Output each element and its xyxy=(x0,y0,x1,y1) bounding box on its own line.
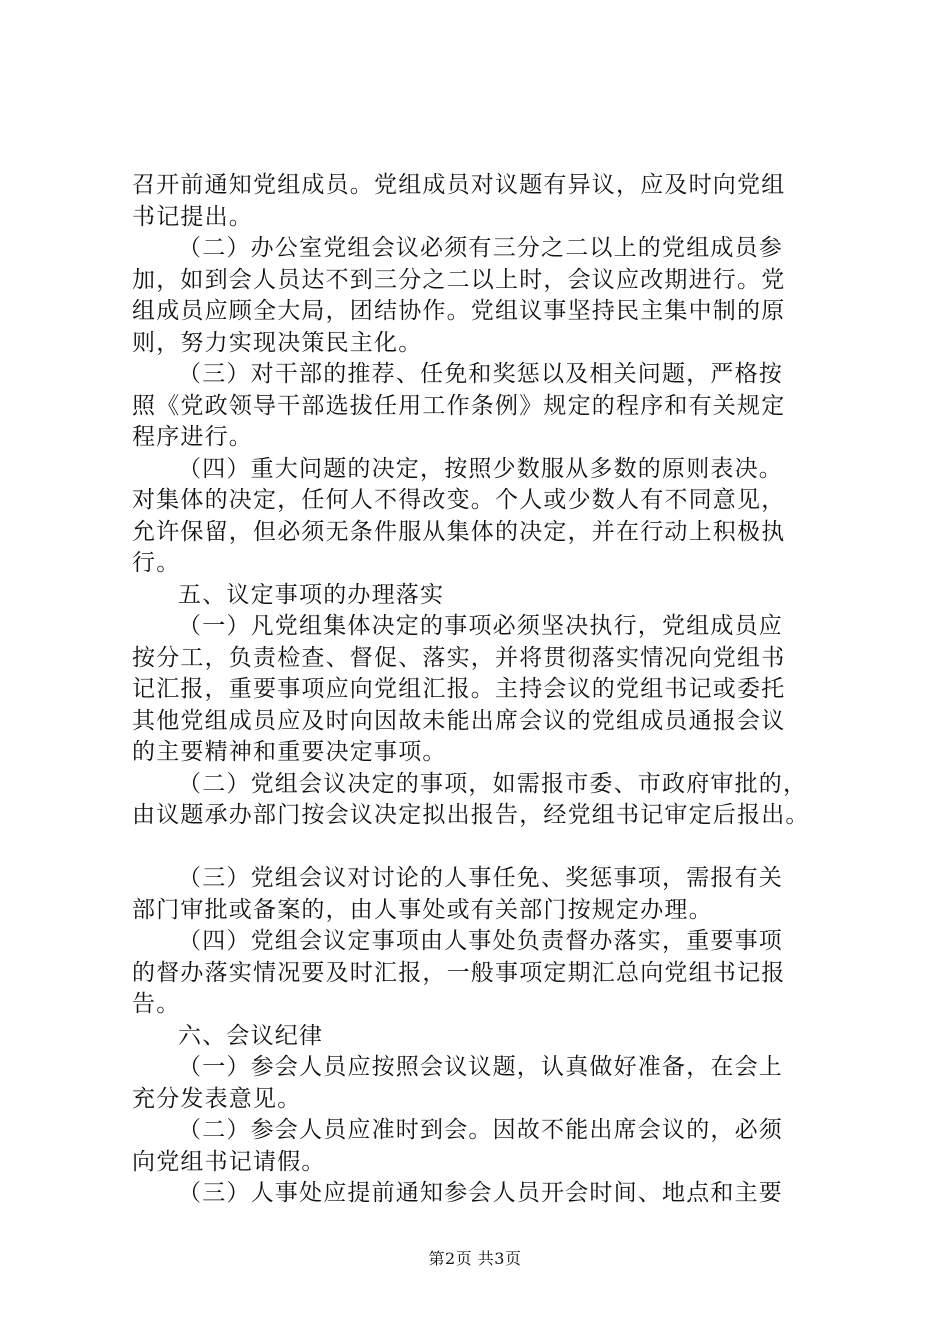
text-line: 照《党政领导干部选拔任用工作条例》规定的程序和有关规定 xyxy=(132,392,786,419)
document-body xyxy=(132,170,832,1210)
text-line: 召开前通知党组成员。党组成员对议题有异议，应及时向党组 xyxy=(132,172,786,198)
text-line: 则，努力实现决策民主化。 xyxy=(132,329,423,356)
text-line: （三）党组会议对讨论的人事任免、奖惩事项，需报有关 xyxy=(178,865,783,891)
text-line: 向党组书记请假。 xyxy=(132,1148,326,1175)
blank-line xyxy=(132,832,832,864)
text-line: 允许保留，但必须无条件服从集体的决定，并在行动上积极执 xyxy=(132,518,786,545)
text-line: 程序进行。 xyxy=(132,424,253,450)
text-line: 告。 xyxy=(132,991,181,1017)
text-line: （一）参会人员应按照会议议题，认真做好准备，在会上 xyxy=(178,1054,783,1080)
text-line: （三）对干部的推荐、任免和奖惩以及相关问题，严格按 xyxy=(178,361,783,387)
page-number-footer: 第2页 共3页 xyxy=(428,1249,522,1268)
text-line: 按分工，负责检查、督促、落实，并将贯彻落实情况向党组书 xyxy=(132,644,786,671)
text-line: （三）人事处应提前通知参会人员开会时间、地点和主要 xyxy=(178,1180,783,1206)
text-line: 六、会议纪律 xyxy=(178,1022,324,1049)
text-line: （二）党组会议决定的事项，如需报市委、市政府审批的， xyxy=(178,770,808,797)
text-line: 记汇报，重要事项应向党组汇报。主持会议的党组书记或委托 xyxy=(132,676,786,702)
text-line: （二）办公室党组会议必须有三分之二以上的党组成员参 xyxy=(178,235,783,261)
text-line: 行。 xyxy=(132,550,181,576)
text-line: 充分发表意见。 xyxy=(132,1085,302,1112)
text-line: 组成员应顾全大局，团结协作。党组议事坚持民主集中制的原 xyxy=(132,298,786,324)
text-line: 其他党组成员应及时向因故未能出席会议的党组成员通报会议 xyxy=(132,707,786,734)
text-line: （四）重大问题的决定，按照少数服从多数的原则表决。 xyxy=(178,455,783,482)
text-line: （一）凡党组集体决定的事项必须坚决执行，党组成员应 xyxy=(178,613,783,639)
text-line: （四）党组会议定事项由人事处负责督办落实，重要事项 xyxy=(178,928,783,954)
text-line: 的主要精神和重要决定事项。 xyxy=(132,739,447,765)
text-line: 书记提出。 xyxy=(132,203,253,230)
text-line: 部门审批或备案的，由人事处或有关部门按规定办理。 xyxy=(132,896,713,923)
text-line: 对集体的决定，任何人不得改变。个人或少数人有不同意见， xyxy=(132,487,786,513)
text-line: 的督办落实情况要及时汇报，一般事项定期汇总向党组书记报 xyxy=(132,959,786,986)
text-line: 五、议定事项的办理落实 xyxy=(178,581,445,608)
text-line: （二）参会人员应准时到会。因故不能出席会议的，必须 xyxy=(178,1117,783,1143)
text-line: 加，如到会人员达不到三分之二以上时，会议应改期进行。党 xyxy=(132,266,786,293)
text-line: 由议题承办部门按会议决定拟出报告，经党组书记审定后报出。 xyxy=(132,802,810,828)
